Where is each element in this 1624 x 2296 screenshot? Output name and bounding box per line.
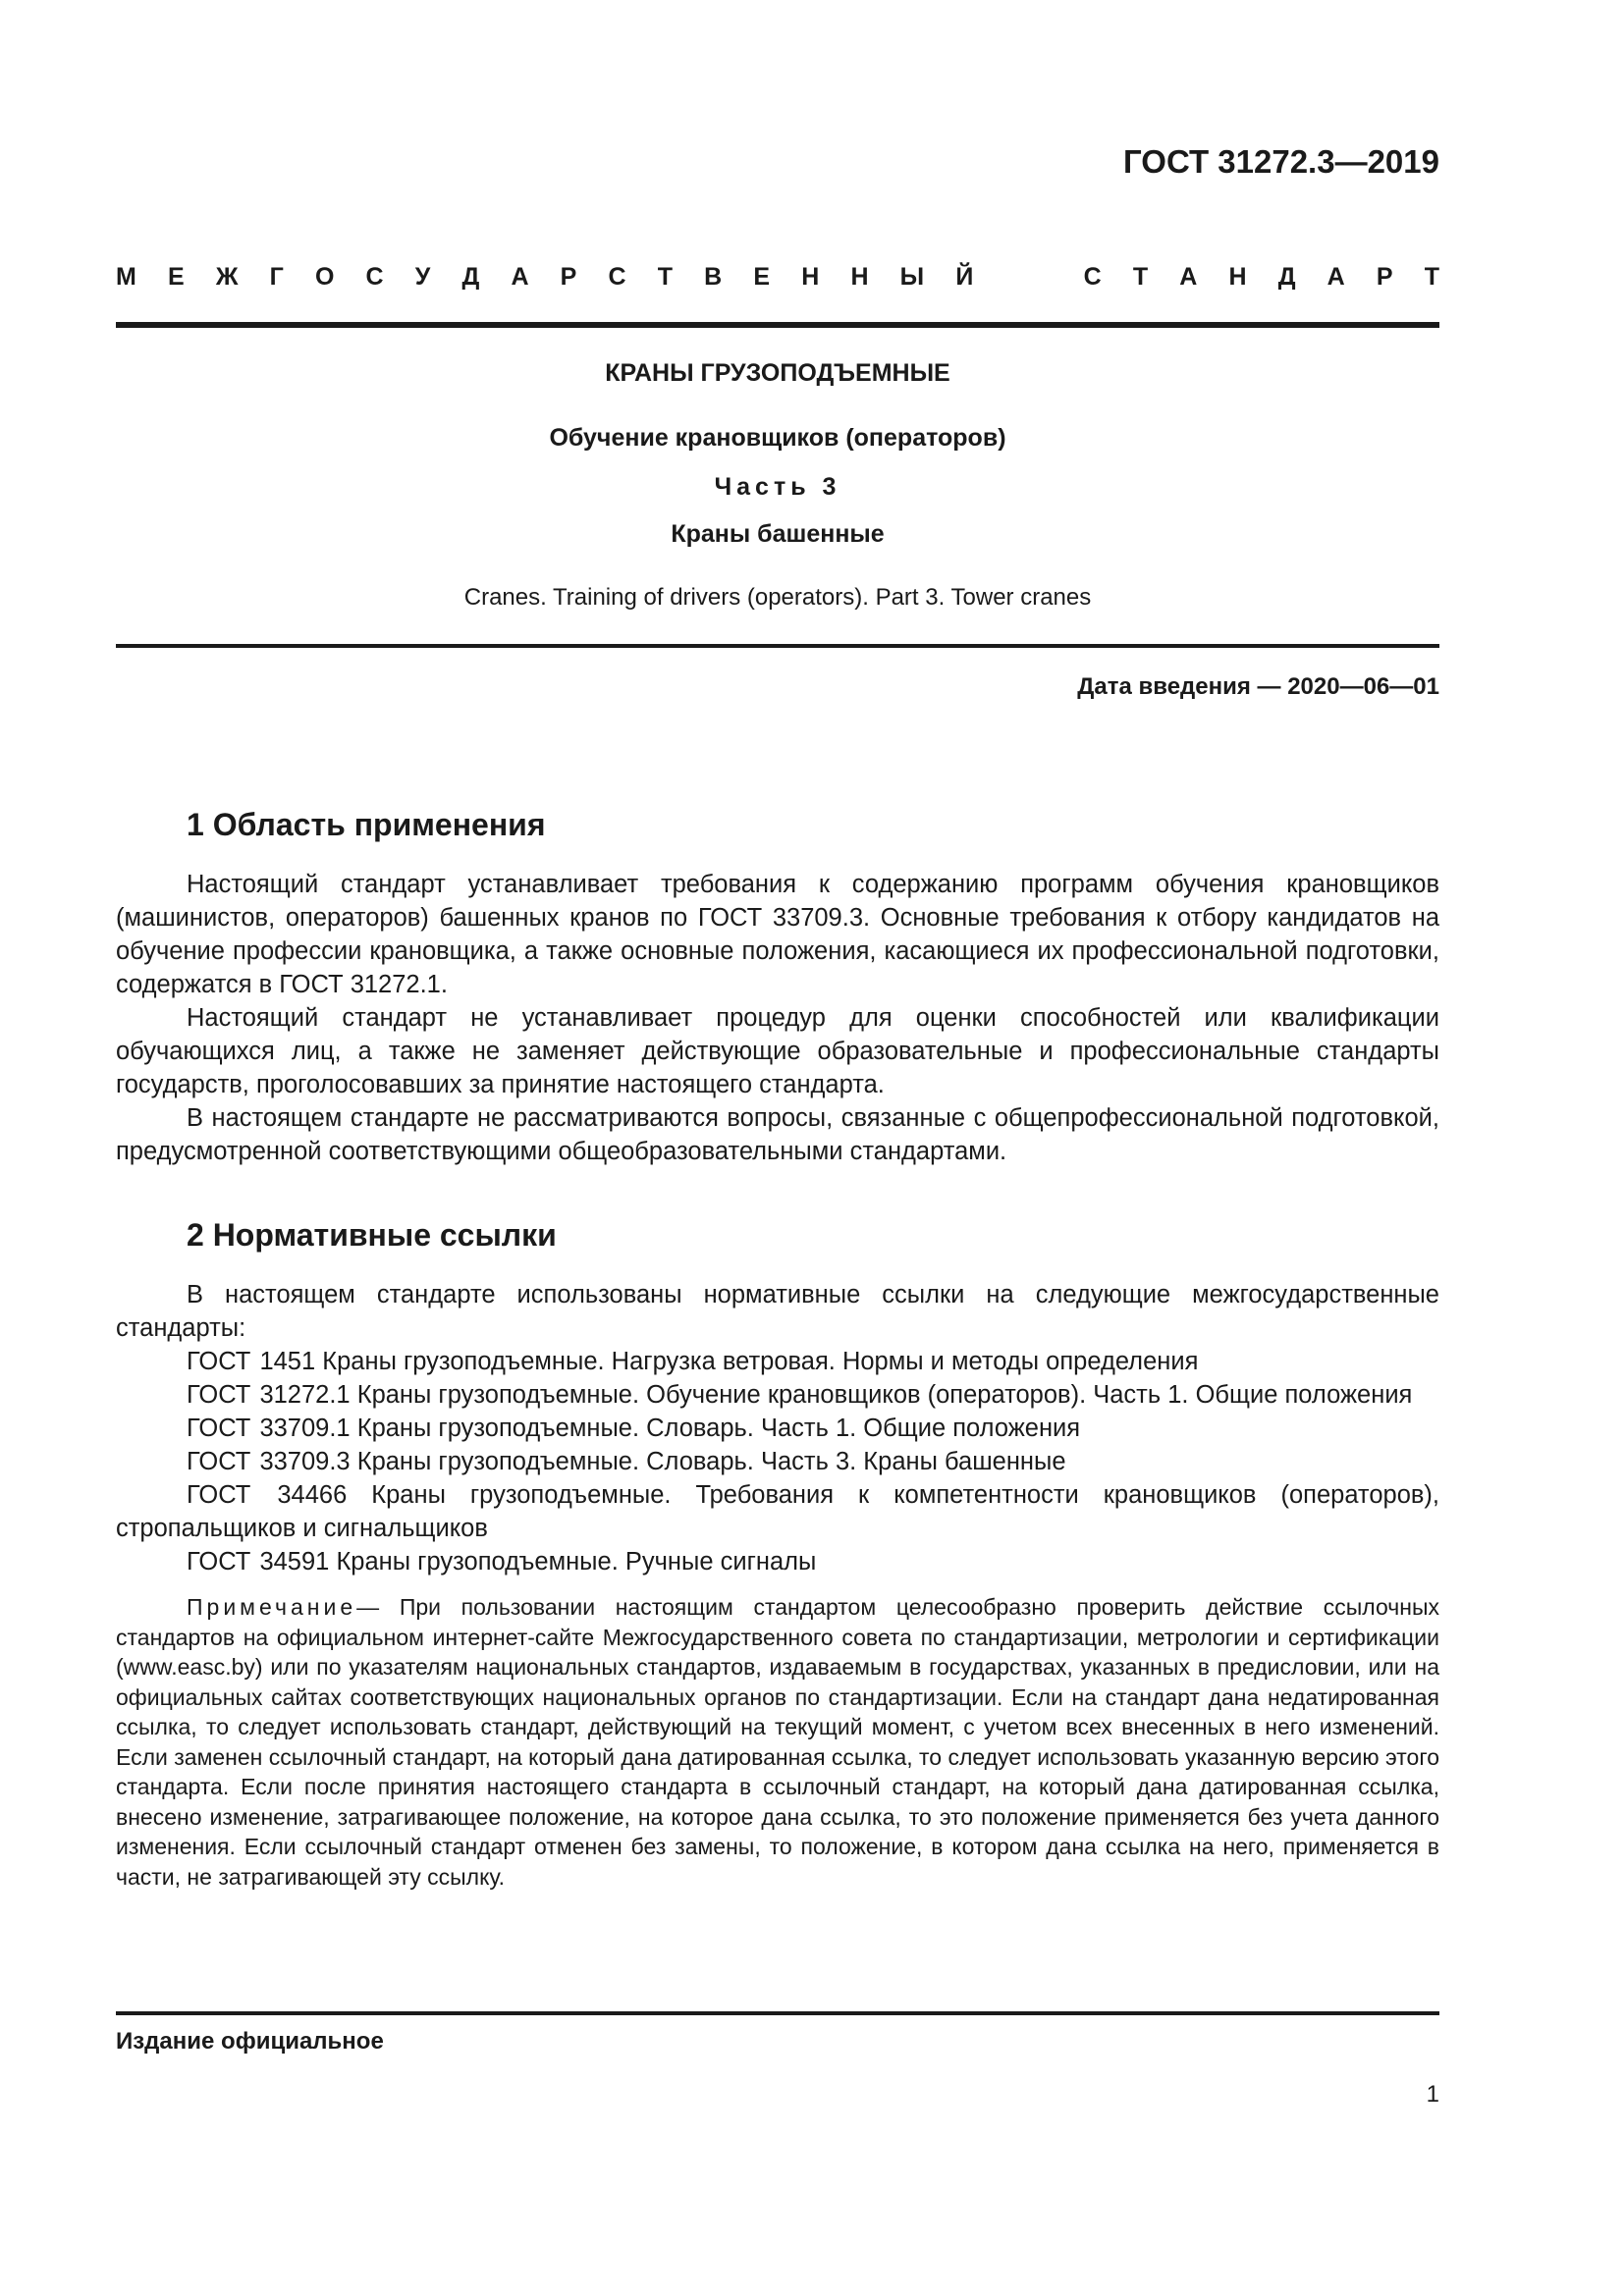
official-edition-label: Издание официальное: [116, 2028, 384, 2055]
reference-title: Краны грузоподъемные. Требования к компетентности крановщиков (операторов), стропальщиков и сигнальщиков: [116, 1481, 1439, 1542]
banner-letter: Т: [1132, 263, 1149, 291]
banner-letter: С: [365, 263, 384, 291]
reference-code: ГОСТ 33709.1: [187, 1415, 351, 1442]
reference-title: Краны грузоподъемные. Обучение крановщиков (операторов). Часть 1. Общие положения: [356, 1381, 1413, 1409]
document-title: КРАНЫ ГРУЗОПОДЪЕМНЫЕ: [605, 359, 950, 387]
title-divider: [116, 644, 1439, 648]
banner-letter: В: [704, 263, 723, 291]
banner-letter: М: [116, 263, 136, 291]
section-scope: [116, 803, 1439, 1168]
introduction-date: Дата введения — 2020—06—01: [1077, 673, 1439, 700]
note-text: — При пользовании настоящим стандартом целесообразно проверить действие ссылочных стандартов на официальном интернет-сайте Межгосударственного совета по стандартизации, метрологии и сертификации (www.easc.by) или по указателям национальных стандартов, издаваемым в государствах, указанных в предисловии, или на официальных сайтах соответствующих национальных органов по стандартизации. Если на стандарт дана недатированная ссылка, то следует использовать стандарт, действующий на текущий момент, с учетом всех внесенных в него изменений. Если заменен ссылочный стандарт, на который дана датированная ссылка, то следует использовать указанную версию этого стандарта. Если после принятия настоящего стандарта в ссылочный стандарт, на который дана датированная ссылка, внесено изменение, затрагивающее положение, на которое дана ссылка, то это положение применяется без учета данного изменения. Если ссылочный стандарт отменен без замены, то положение, в котором дана ссылка на него, применяется в части, не затрагивающей эту ссылку.: [116, 1594, 1440, 1890]
banner-letter: Н: [801, 263, 820, 291]
banner-letter: А: [1179, 263, 1198, 291]
english-title: Cranes. Training of drivers (operators). Part 3. Tower cranes: [463, 584, 1092, 611]
paragraph: Настоящий стандарт не устанавливает процедур для оценки способностей или квалификации обучающихся лиц, а также не заменяет действующие образовательные и профессиональные стандарты государств, проголосовавших за принятие настоящего стандарта.: [116, 1004, 1439, 1098]
section-normative-references: [116, 1213, 1439, 1892]
reference-title: Краны грузоподъемные. Словарь. Часть 3. Краны башенные: [356, 1448, 1066, 1475]
reference-title: Краны грузоподъемные. Словарь. Часть 1. Общие положения: [356, 1415, 1081, 1442]
banner-letter: Р: [560, 263, 577, 291]
banner-word-gap: [1004, 263, 1052, 292]
page-number: 1: [1426, 2081, 1439, 2108]
paragraph: В настоящем стандарте не рассматриваются вопросы, связанные с общепрофессиональной подготовкой, предусмотренной соответствующими общеобразовательными стандартами.: [116, 1104, 1439, 1165]
section-heading: 2 Нормативные ссылки: [187, 1217, 557, 1253]
banner-letter: Н: [850, 263, 869, 291]
paragraph: Настоящий стандарт устанавливает требования к содержанию программ обучения крановщиков (машинистов, операторов) башенных кранов по ГОСТ 33709.3. Основные требования к отбору кандидатов на обучение профессии крановщика, а также основные положения, касающиеся их профессиональной подготовки, содержатся в ГОСТ 31272.1.: [116, 871, 1439, 998]
banner-letter: Е: [167, 263, 185, 291]
banner-letter: А: [1326, 263, 1345, 291]
banner-letter: А: [511, 263, 529, 291]
banner-letter: Д: [461, 263, 480, 291]
reference-title: Краны грузоподъемные. Нагрузка ветровая. Нормы и методы определения: [322, 1348, 1199, 1375]
reference-item: [116, 1545, 1439, 1578]
reference-title: Краны грузоподъемные. Ручные сигналы: [336, 1548, 817, 1575]
reference-item: [116, 1445, 1439, 1478]
reference-code: ГОСТ 31272.1: [187, 1381, 351, 1409]
document-part: Часть 3: [714, 473, 841, 501]
banner-letter: О: [314, 263, 335, 291]
reference-item: [116, 1412, 1439, 1445]
banner-letter: Т: [657, 263, 674, 291]
reference-item: [116, 1378, 1439, 1412]
banner-letter: Е: [753, 263, 771, 291]
standard-type-banner: [116, 263, 1439, 292]
reference-code: ГОСТ 34466: [187, 1481, 348, 1509]
banner-letter: Г: [269, 263, 284, 291]
reference-item: [116, 1345, 1439, 1378]
banner-letter: Р: [1376, 263, 1393, 291]
banner-letter: С: [608, 263, 626, 291]
paragraph: В настоящем стандарте использованы нормативные ссылки на следующие межгосударственные стандарты:: [116, 1281, 1439, 1342]
reference-code: ГОСТ 33709.3: [187, 1448, 351, 1475]
document-code: ГОСТ 31272.3—2019: [1123, 143, 1439, 180]
top-divider: [116, 322, 1439, 328]
reference-item: [116, 1478, 1439, 1545]
banner-letter: У: [414, 263, 431, 291]
document-part-title: Краны башенные: [671, 520, 885, 548]
banner-letter: Д: [1277, 263, 1296, 291]
footer-divider: [116, 2011, 1439, 2015]
reference-code: ГОСТ 1451: [187, 1348, 316, 1375]
banner-letter: Ы: [899, 263, 925, 291]
document-subtitle: Обучение крановщиков (операторов): [549, 424, 1006, 452]
banner-letter: Н: [1228, 263, 1247, 291]
banner-letter: Т: [1424, 263, 1439, 291]
section-heading: 1 Область применения: [187, 807, 546, 842]
banner-letter: Ж: [215, 263, 239, 291]
note-label: Примечание: [187, 1594, 357, 1620]
banner-letter: С: [1083, 263, 1102, 291]
banner-letter: Й: [955, 263, 974, 291]
note: [116, 1592, 1439, 1892]
reference-code: ГОСТ 34591: [187, 1548, 330, 1575]
